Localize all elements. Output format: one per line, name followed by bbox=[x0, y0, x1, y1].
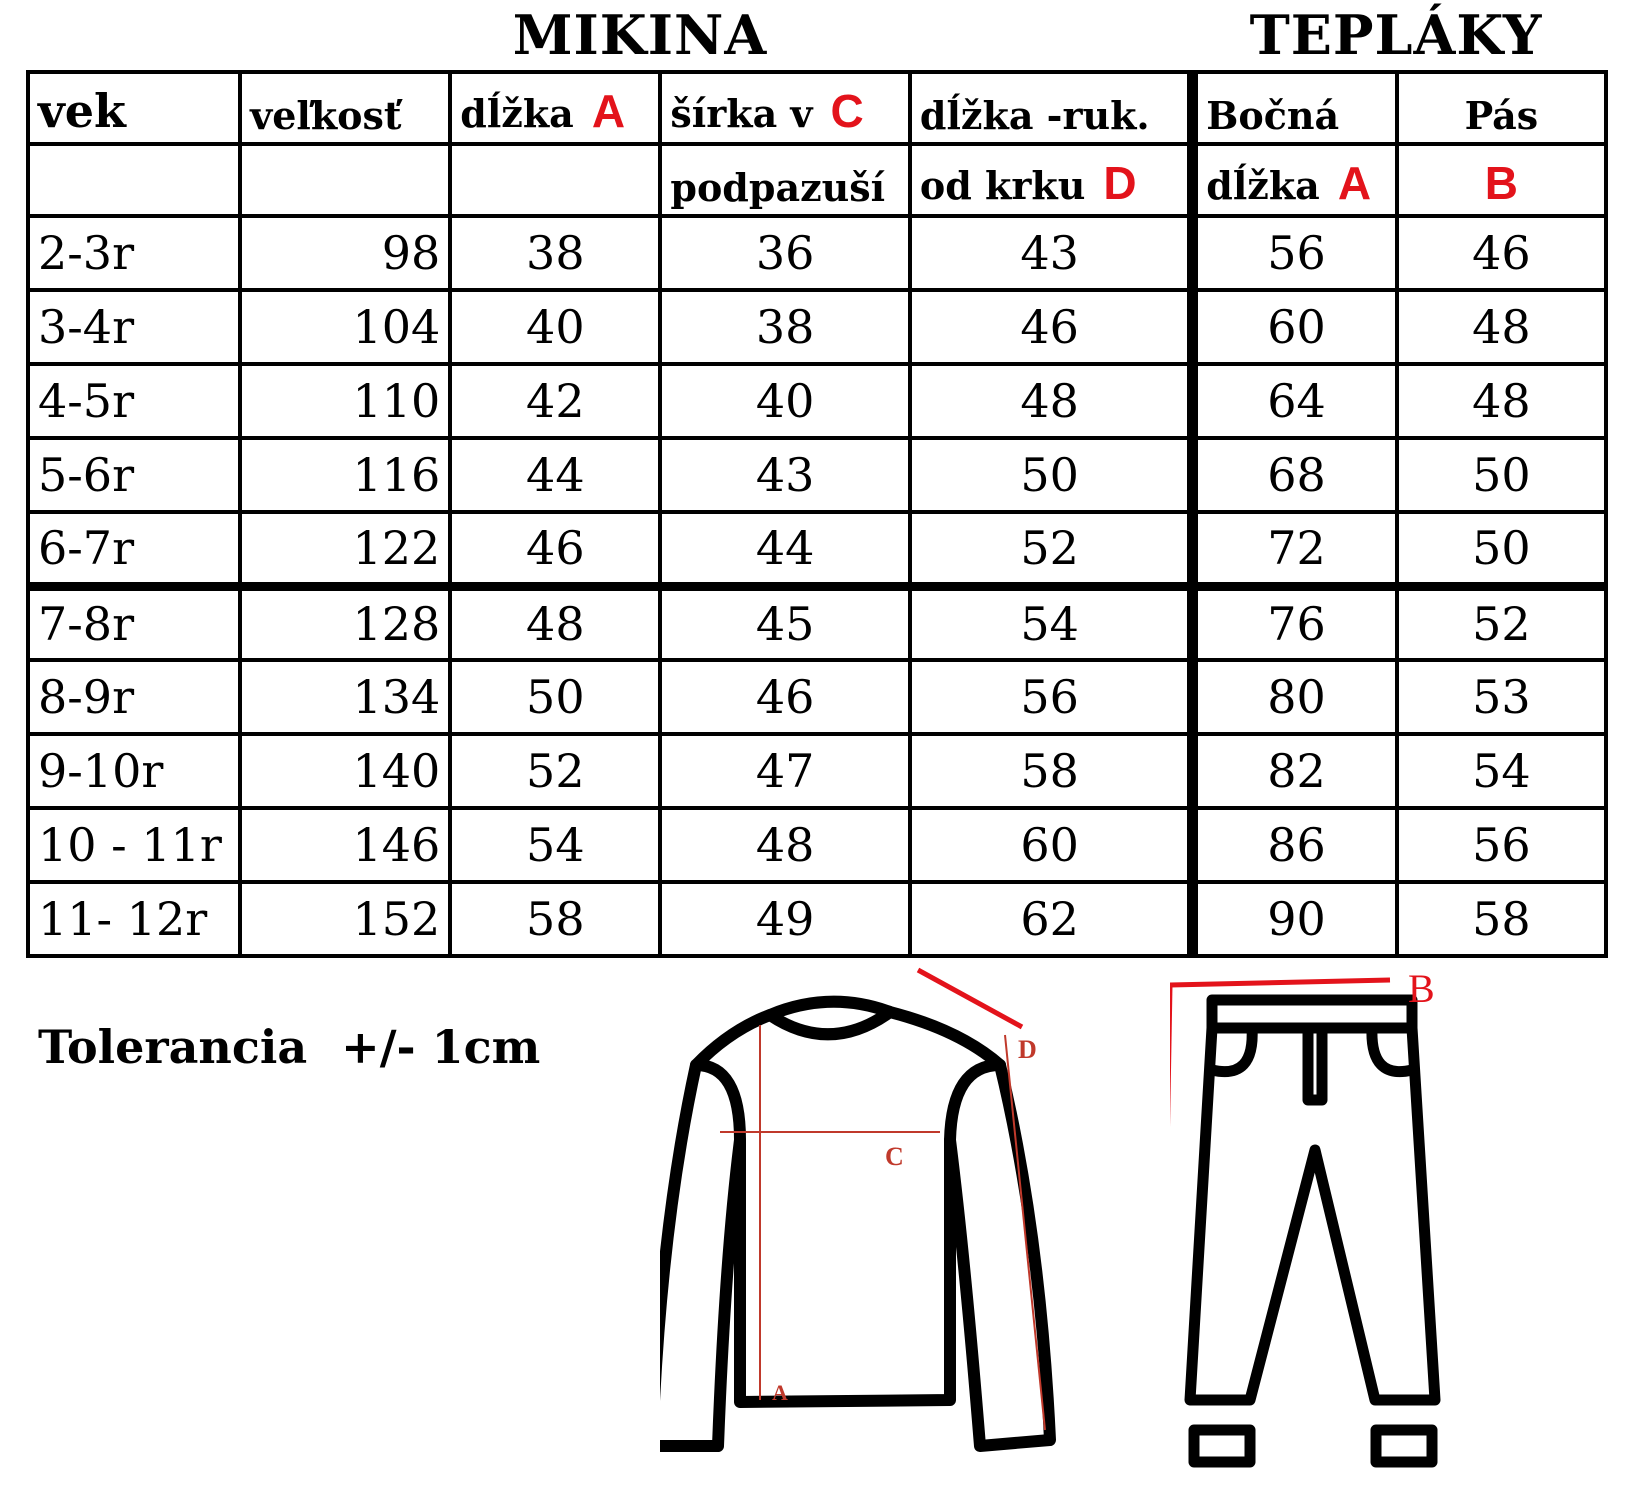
header-letter-c: C bbox=[830, 85, 864, 137]
cell-age: 8-9r bbox=[28, 660, 240, 734]
cell-size: 122 bbox=[240, 512, 450, 586]
header-pas-letter-cell bbox=[1397, 144, 1606, 216]
header-pas: Pás bbox=[1397, 72, 1606, 144]
measure-line-d bbox=[1005, 1035, 1045, 1430]
cell-mikina-sirka: 45 bbox=[660, 586, 910, 660]
pants-left-pocket bbox=[1212, 1028, 1252, 1072]
header-empty-3 bbox=[450, 144, 660, 216]
header-podpazusi: podpazuší bbox=[660, 144, 910, 216]
cell-mikina-rukav: 52 bbox=[910, 512, 1193, 586]
cell-size: 152 bbox=[240, 882, 450, 956]
cell-mikina-sirka: 47 bbox=[660, 734, 910, 808]
cell-mikina-sirka: 40 bbox=[660, 364, 910, 438]
pants-waistband bbox=[1212, 1000, 1412, 1028]
table-row bbox=[28, 290, 1606, 364]
header-vek: vek bbox=[28, 72, 240, 144]
cell-teplaky-bocna: 82 bbox=[1193, 734, 1397, 808]
cell-age: 3-4r bbox=[28, 290, 240, 364]
cell-mikina-sirka: 36 bbox=[660, 216, 910, 290]
header-rukav: dĺžka -ruk. bbox=[910, 72, 1193, 144]
header-row-1 bbox=[28, 72, 1606, 144]
cell-teplaky-bocna: 56 bbox=[1193, 216, 1397, 290]
cell-size: 110 bbox=[240, 364, 450, 438]
cell-teplaky-pas: 54 bbox=[1397, 734, 1606, 808]
cell-mikina-sirka: 46 bbox=[660, 660, 910, 734]
measure-line-b bbox=[1170, 980, 1390, 985]
cell-mikina-dlzka: 52 bbox=[450, 734, 660, 808]
cell-mikina-sirka: 43 bbox=[660, 438, 910, 512]
cell-mikina-sirka: 48 bbox=[660, 808, 910, 882]
table-row bbox=[28, 660, 1606, 734]
cell-size: 146 bbox=[240, 808, 450, 882]
teplaky-title: TEPLÁKY bbox=[1249, 3, 1543, 67]
cell-mikina-rukav: 48 bbox=[910, 364, 1193, 438]
pants-label-b: B bbox=[1408, 970, 1435, 1011]
cell-size: 104 bbox=[240, 290, 450, 364]
pants-fly bbox=[1308, 1028, 1322, 1100]
cell-mikina-dlzka: 40 bbox=[450, 290, 660, 364]
sweater-diagram bbox=[660, 960, 1080, 1460]
cell-teplaky-pas: 52 bbox=[1397, 586, 1606, 660]
cell-size: 116 bbox=[240, 438, 450, 512]
table-row bbox=[28, 438, 1606, 512]
tolerance-label: Tolerancia bbox=[38, 1020, 308, 1074]
header-od-krku-cell bbox=[910, 144, 1193, 216]
cell-teplaky-pas: 46 bbox=[1397, 216, 1606, 290]
cell-mikina-dlzka: 44 bbox=[450, 438, 660, 512]
table-row bbox=[28, 808, 1606, 882]
cell-teplaky-pas: 56 bbox=[1397, 808, 1606, 882]
cell-teplaky-pas: 48 bbox=[1397, 290, 1606, 364]
mikina-title: MIKINA bbox=[512, 3, 768, 67]
table-row bbox=[28, 734, 1606, 808]
header-bocna-dlzka-cell bbox=[1193, 144, 1397, 216]
cell-mikina-rukav: 60 bbox=[910, 808, 1193, 882]
cell-mikina-sirka: 49 bbox=[660, 882, 910, 956]
cell-mikina-dlzka: 58 bbox=[450, 882, 660, 956]
cell-teplaky-bocna: 76 bbox=[1193, 586, 1397, 660]
header-letter-a2: A bbox=[1337, 157, 1372, 209]
sweater-label-c: C bbox=[885, 1142, 904, 1171]
cell-teplaky-bocna: 72 bbox=[1193, 512, 1397, 586]
sweater-right-seam bbox=[950, 1065, 1000, 1140]
cell-age: 9-10r bbox=[28, 734, 240, 808]
cell-mikina-rukav: 50 bbox=[910, 438, 1193, 512]
header-dlzka: dĺžka bbox=[460, 91, 574, 136]
header-letter-b: B bbox=[1484, 157, 1519, 209]
cell-teplaky-bocna: 86 bbox=[1193, 808, 1397, 882]
table-row bbox=[28, 586, 1606, 660]
cell-teplaky-pas: 58 bbox=[1397, 882, 1606, 956]
cell-age: 2-3r bbox=[28, 216, 240, 290]
cell-teplaky-bocna: 64 bbox=[1193, 364, 1397, 438]
pants-right-pocket bbox=[1372, 1028, 1412, 1072]
table-row bbox=[28, 364, 1606, 438]
header-dlzka-cell bbox=[450, 72, 660, 144]
cell-teplaky-bocna: 90 bbox=[1193, 882, 1397, 956]
cell-age: 10 - 11r bbox=[28, 808, 240, 882]
sweater-label-d: D bbox=[1018, 1035, 1037, 1064]
header-empty-2 bbox=[240, 144, 450, 216]
cell-teplaky-pas: 48 bbox=[1397, 364, 1606, 438]
cell-age: 7-8r bbox=[28, 586, 240, 660]
sweater-left-seam bbox=[696, 1065, 740, 1140]
pants-diagram bbox=[1170, 970, 1470, 1490]
pants-left-cuff bbox=[1194, 1430, 1250, 1462]
cell-mikina-dlzka: 38 bbox=[450, 216, 660, 290]
header-sirka-cell bbox=[660, 72, 910, 144]
tolerance-value: +/- 1cm bbox=[341, 1020, 541, 1074]
tolerance-note bbox=[38, 1020, 540, 1074]
header-velkost: veľkosť bbox=[240, 72, 450, 144]
cell-age: 11- 12r bbox=[28, 882, 240, 956]
table-row bbox=[28, 882, 1606, 956]
measure-line-d-top bbox=[918, 970, 1022, 1027]
cell-mikina-dlzka: 54 bbox=[450, 808, 660, 882]
header-od-krku: od krku bbox=[919, 163, 1086, 208]
header-sirka: šírka v bbox=[670, 91, 813, 136]
cell-age: 6-7r bbox=[28, 512, 240, 586]
data-body bbox=[28, 216, 1606, 956]
cell-mikina-rukav: 62 bbox=[910, 882, 1193, 956]
cell-mikina-dlzka: 48 bbox=[450, 586, 660, 660]
cell-teplaky-pas: 50 bbox=[1397, 512, 1606, 586]
cell-age: 4-5r bbox=[28, 364, 240, 438]
cell-teplaky-bocna: 60 bbox=[1193, 290, 1397, 364]
cell-teplaky-bocna: 80 bbox=[1193, 660, 1397, 734]
size-table bbox=[26, 70, 1608, 958]
cell-teplaky-pas: 50 bbox=[1397, 438, 1606, 512]
cell-mikina-dlzka: 42 bbox=[450, 364, 660, 438]
table-row bbox=[28, 216, 1606, 290]
header-bocna: Bočná bbox=[1193, 72, 1397, 144]
cell-mikina-rukav: 46 bbox=[910, 290, 1193, 364]
table-row bbox=[28, 512, 1606, 586]
cell-mikina-sirka: 44 bbox=[660, 512, 910, 586]
cell-teplaky-bocna: 68 bbox=[1193, 438, 1397, 512]
cell-age: 5-6r bbox=[28, 438, 240, 512]
cell-mikina-dlzka: 50 bbox=[450, 660, 660, 734]
cell-mikina-dlzka: 46 bbox=[450, 512, 660, 586]
sweater-label-a: A bbox=[772, 1380, 788, 1405]
cell-mikina-rukav: 58 bbox=[910, 734, 1193, 808]
cell-mikina-sirka: 38 bbox=[660, 290, 910, 364]
header-row-2 bbox=[28, 144, 1606, 216]
cell-size: 128 bbox=[240, 586, 450, 660]
cell-mikina-rukav: 54 bbox=[910, 586, 1193, 660]
pants-right-cuff bbox=[1376, 1430, 1432, 1462]
cell-teplaky-pas: 53 bbox=[1397, 660, 1606, 734]
header-letter-a: A bbox=[591, 85, 626, 137]
cell-mikina-rukav: 43 bbox=[910, 216, 1193, 290]
cell-size: 134 bbox=[240, 660, 450, 734]
cell-size: 98 bbox=[240, 216, 450, 290]
header-bocna-dlzka: dĺžka bbox=[1206, 163, 1320, 208]
header-empty-1 bbox=[28, 144, 240, 216]
cell-mikina-rukav: 56 bbox=[910, 660, 1193, 734]
sweater-neckline bbox=[770, 1012, 890, 1034]
cell-size: 140 bbox=[240, 734, 450, 808]
header-letter-d: D bbox=[1103, 157, 1137, 209]
